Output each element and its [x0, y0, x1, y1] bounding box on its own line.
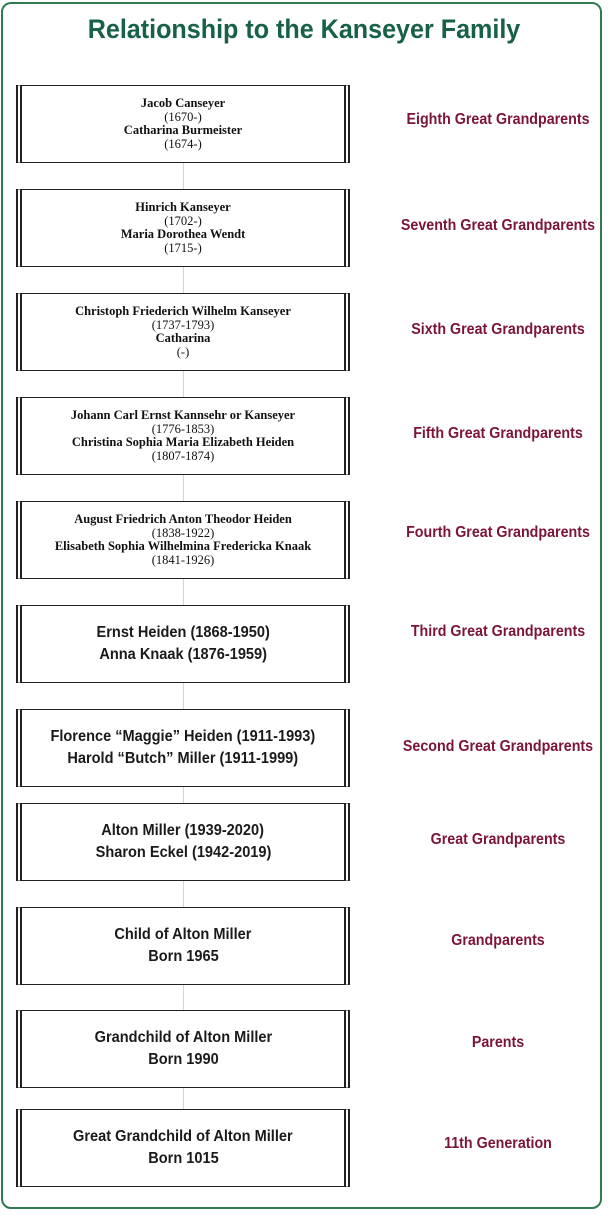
person-box-sixth-great-grandparents: [16, 293, 350, 371]
relationship-label: Fourth Great Grandparents: [406, 524, 590, 541]
person-line-2: Anna Knaak (1876-1959): [99, 646, 267, 663]
spouse-dates: (-): [176, 344, 190, 359]
person-box-second-great-grandparents: [16, 709, 350, 787]
person-line-1: Grandchild of Alton Miller: [94, 1029, 272, 1046]
spouse-name: Maria Dorothea Wendt: [120, 227, 246, 241]
relationship-label: Grandparents: [451, 932, 545, 949]
person-name: Hinrich Kanseyer: [135, 200, 231, 214]
relationship-label: Great Grandparents: [430, 831, 566, 848]
spouse-name: Catharina Burmeister: [123, 123, 243, 137]
person-dates: (1737-1793): [151, 317, 215, 332]
person-dates: (1670-): [164, 109, 202, 124]
person-line-2: Sharon Eckel (1942-2019): [95, 844, 271, 861]
spouse-name: Catharina: [155, 331, 211, 345]
person-box-11th-generation: [16, 1109, 350, 1187]
person-line-1: Child of Alton Miller: [114, 926, 252, 943]
person-box-third-great-grandparents: [16, 605, 350, 683]
person-box-fifth-great-grandparents: [16, 397, 350, 475]
relationship-label: Seventh Great Grandparents: [400, 217, 596, 234]
relationship-label: Eighth Great Grandparents: [406, 111, 590, 128]
spouse-name: Christina Sophia Maria Elizabeth Heiden: [71, 435, 295, 449]
spouse-dates: (1715-): [164, 240, 202, 255]
relationship-label: 11th Generation: [444, 1135, 552, 1152]
person-line-1: Ernst Heiden (1868-1950): [96, 624, 270, 641]
spouse-name: Elisabeth Sophia Wilhelmina Fredericka Knaak: [54, 539, 312, 553]
person-line-2: Harold “Butch” Miller (1911-1999): [67, 750, 299, 767]
person-dates: (1776-1853): [151, 421, 215, 436]
person-box-fourth-great-grandparents: [16, 501, 350, 579]
person-name: Johann Carl Ernst Kannsehr or Kanseyer: [70, 408, 296, 422]
relationship-label: Third Great Grandparents: [410, 623, 586, 640]
person-box-parents: [16, 1010, 350, 1088]
spouse-dates: (1674-): [164, 136, 202, 151]
relationship-label: Parents: [471, 1034, 525, 1051]
person-box-grandparents: [16, 907, 350, 985]
person-name: Jacob Canseyer: [140, 96, 226, 110]
page-title: Relationship to the Kanseyer Family: [87, 14, 521, 44]
person-box-eighth-great-grandparents: [16, 85, 350, 163]
person-line-1: Alton Miller (1939-2020): [101, 822, 265, 839]
person-dates: (1838-1922): [151, 525, 215, 540]
person-box-great-grandparents: [16, 803, 350, 881]
relationship-label: Sixth Great Grandparents: [411, 321, 585, 338]
person-name: August Friedrich Anton Theodor Heiden: [74, 512, 292, 526]
person-line-2: Born 1015: [147, 1150, 219, 1167]
relationship-label: Second Great Grandparents: [402, 738, 594, 755]
spouse-dates: (1807-1874): [151, 448, 215, 463]
person-line-1: Great Grandchild of Alton Miller: [73, 1128, 293, 1145]
spouse-dates: (1841-1926): [151, 552, 215, 567]
person-line-1: Florence “Maggie” Heiden (1911-1993): [50, 728, 316, 745]
person-dates: (1702-): [164, 213, 202, 228]
person-line-2: Born 1965: [147, 948, 219, 965]
relationship-label: Fifth Great Grandparents: [413, 425, 583, 442]
person-name: Christoph Friederich Wilhelm Kanseyer: [75, 304, 291, 318]
person-line-2: Born 1990: [147, 1051, 219, 1068]
person-box-seventh-great-grandparents: [16, 189, 350, 267]
